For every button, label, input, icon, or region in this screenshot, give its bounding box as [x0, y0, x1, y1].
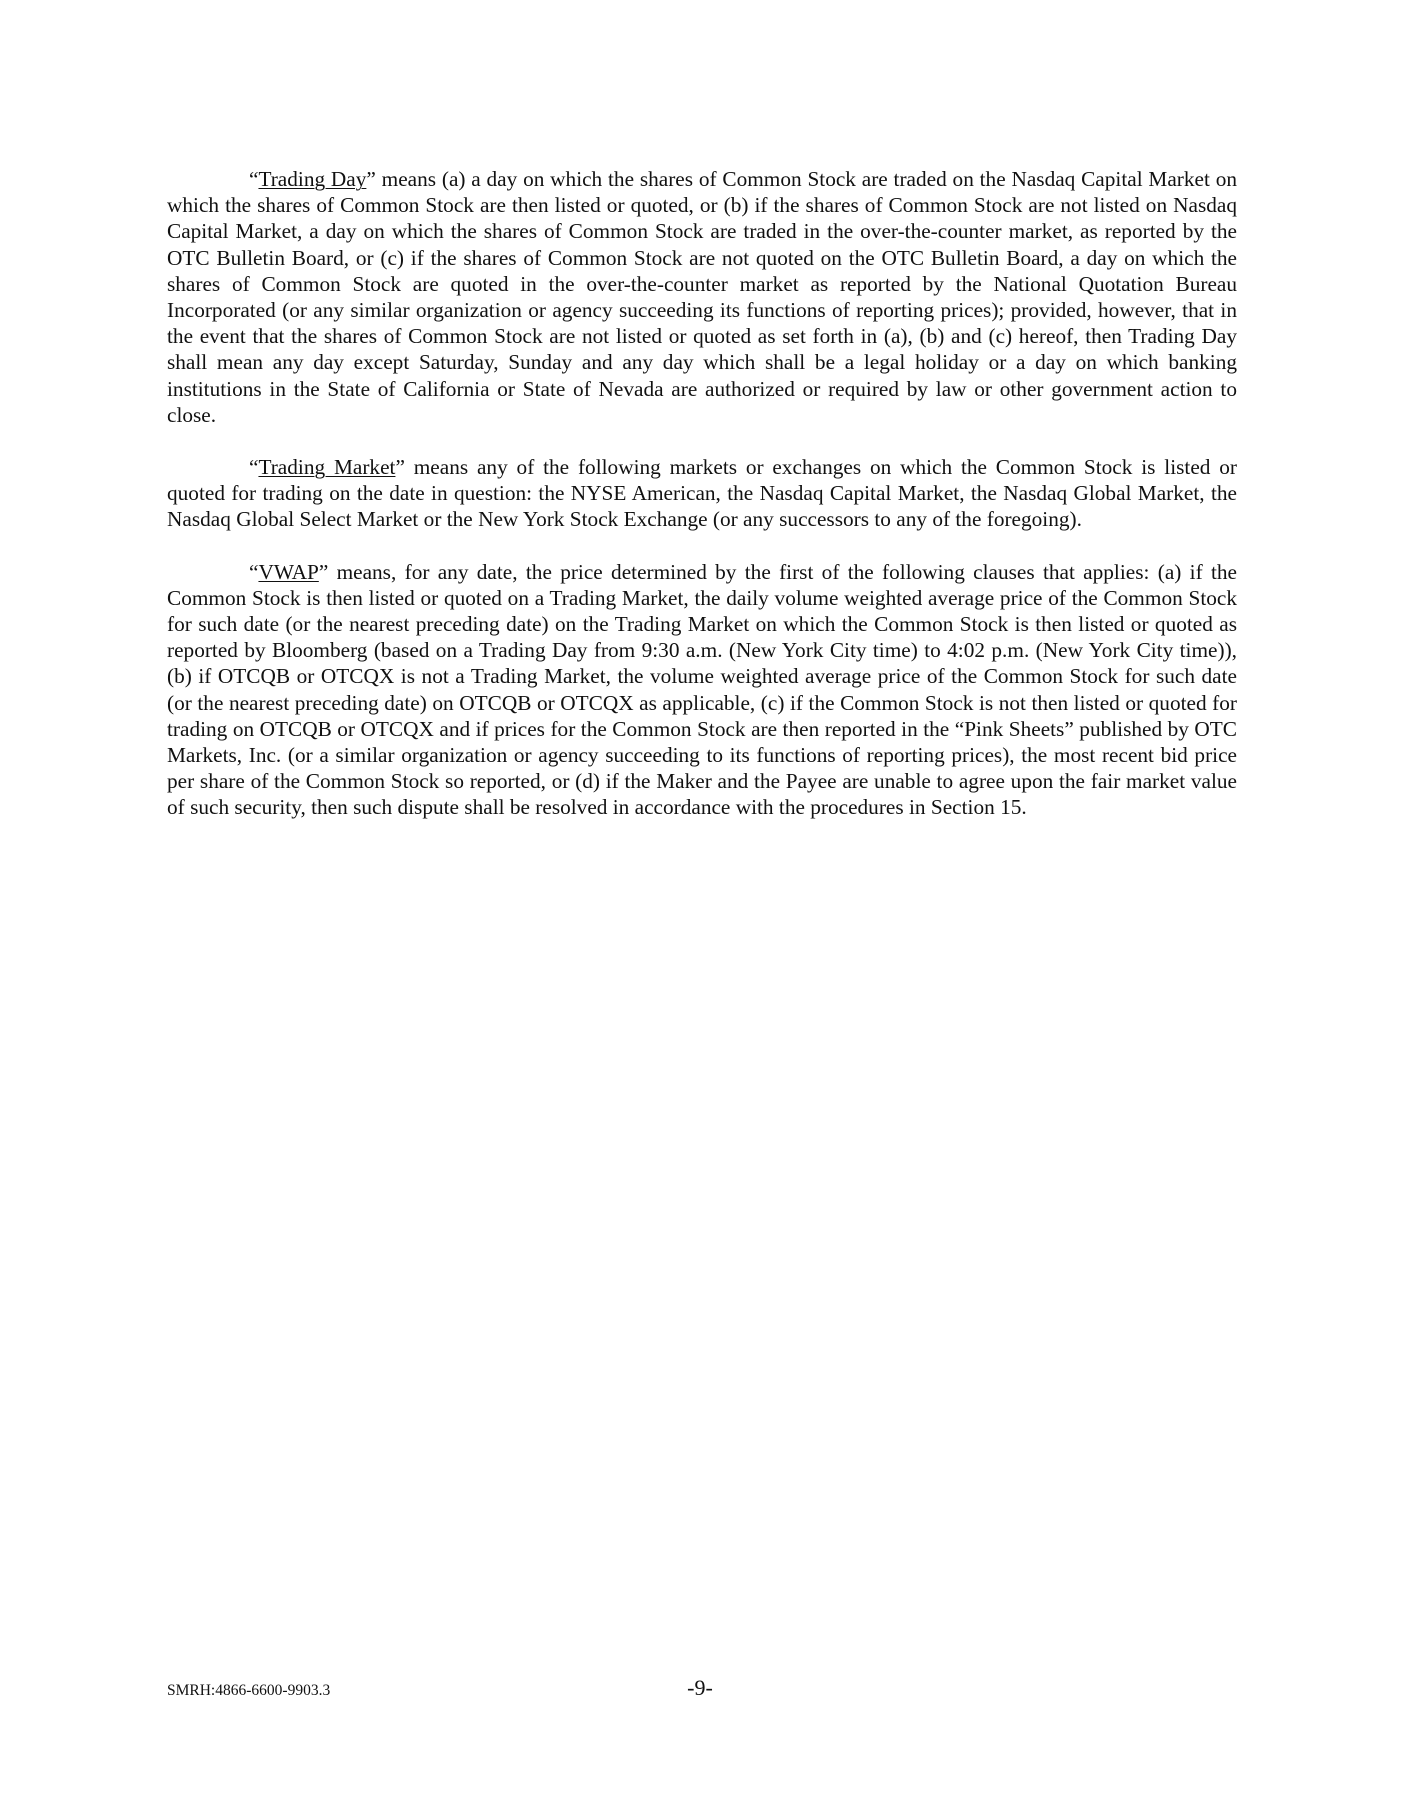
close-quote: ”	[395, 455, 405, 480]
definition-paragraph-vwap	[167, 559, 1237, 821]
document-body	[167, 166, 1237, 847]
definition-paragraph-trading-day	[167, 166, 1237, 428]
definition-paragraph-trading-market	[167, 454, 1237, 533]
close-quote: ”	[318, 559, 329, 584]
document-id: SMRH:4866-6600-9903.3	[167, 1682, 331, 1699]
open-quote: “	[249, 167, 259, 191]
open-quote: “	[249, 559, 259, 584]
definition-text: means any of the following markets or exchanges on which the Common Stock is listed or quoted for trading on the date in question: the NYSE American, the Nasdaq Capital Market, the Nasdaq Global Market, the Nasdaq Global Select Market or the New York Stock Exchange (or any successors to any of the foregoing).	[167, 455, 1237, 532]
defined-term-trading-day: Trading Day	[258, 167, 367, 191]
defined-term-trading-market: Trading Market	[258, 455, 396, 480]
definition-text: means, for any date, the price determined by the first of the following clauses that applies: (a) if the Common Stock is then listed or quoted on a Trading Market, the daily volume weighted average price of the Common Stock for such date (or the nearest preceding date) on the Trading Market on which the Common Stock is then listed or quoted as reported by Bloomberg (based on a Trading Day from 9:30 a.m. (New York City time) to 4:02 p.m. (New York City time)), (b) if OTCQB or OTCQX is not a Trading Market, the volume weighted average price of the Common Stock for such date (or the nearest preceding date) on OTCQB or OTCQX as applicable, (c) if the Common Stock is not then listed or quoted for trading on OTCQB or OTCQX and if prices for the Common Stock are then reported in the “Pink Sheets” published by OTC Markets, Inc. (or a similar organization or agency succeeding to its functions of reporting prices), the most recent bid price per share of the Common Stock so reported, or (d) if the Maker and the Payee are unable to agree upon the fair market value of such security, then such dispute shall be resolved in accordance with the procedures in Section 15.	[167, 559, 1237, 820]
definition-text: means (a) a day on which the shares of Common Stock are traded on the Nasdaq Capital Market on which the shares of Common Stock are then listed or quoted, or (b) if the shares of Common Stock are not listed on Nasdaq Capital Market, a day on which the shares of Common Stock are traded in the over-the-counter market, as reported by the OTC Bulletin Board, or (c) if the shares of Common Stock are not quoted on the OTC Bulletin Board, a day on which the shares of Common Stock are quoted in the over-the-counter market as reported by the National Quotation Bureau Incorporated (or any similar organization or agency succeeding its functions of reporting prices); provided, however, that in the event that the shares of Common Stock are not listed or quoted as set forth in (a), (b) and (c) hereof, then Trading Day shall mean any day except Saturday, Sunday and any day which shall be a legal holiday or a day on which banking institutions in the State of California or State of Nevada are authorized or required by law or other government action to close.	[167, 167, 1237, 427]
page-number: -9-	[687, 1675, 713, 1700]
close-quote: ”	[366, 167, 376, 191]
open-quote: “	[249, 455, 259, 480]
defined-term-vwap: VWAP	[258, 559, 319, 584]
